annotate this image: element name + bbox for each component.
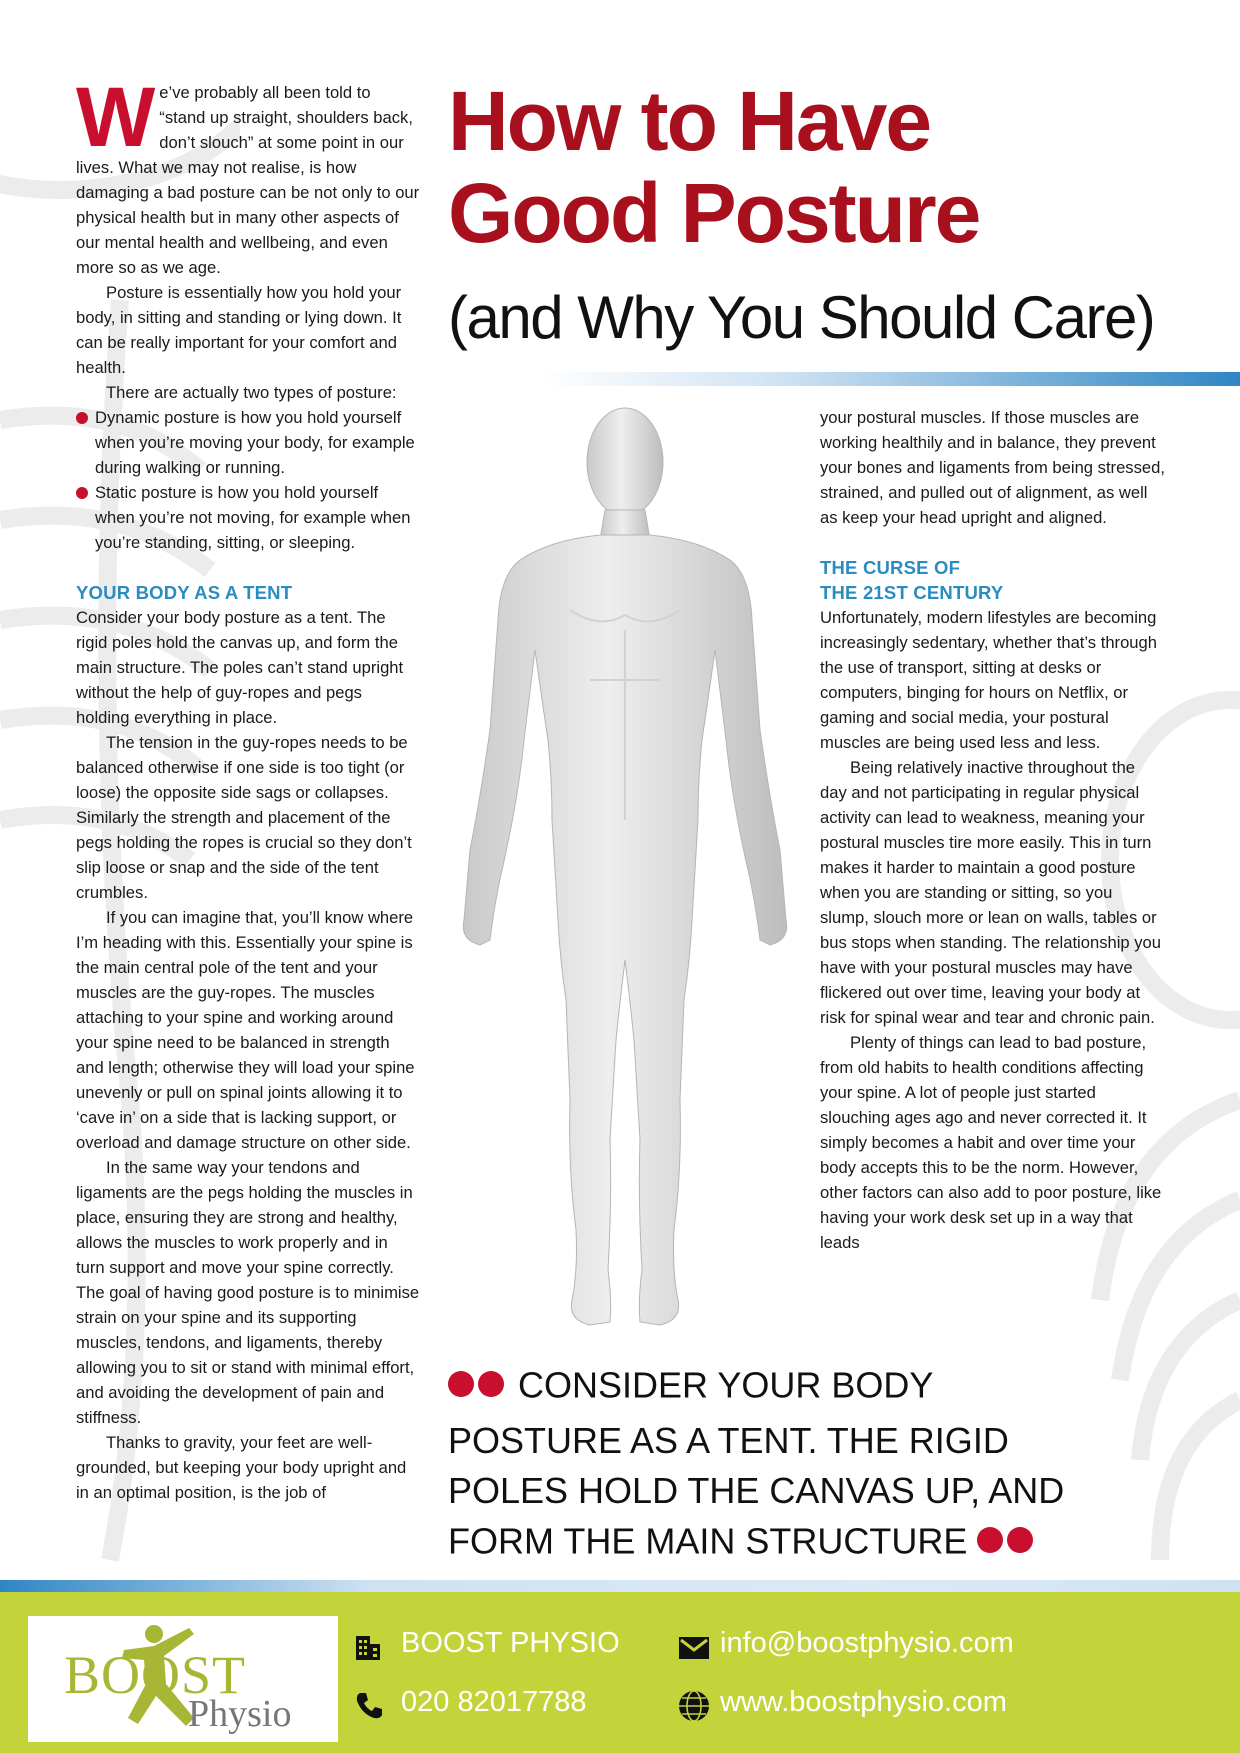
list-item: Dynamic posture is how you hold yourself when you’re moving your body, for example during walking or running. (76, 405, 420, 480)
left-column (76, 70, 420, 1505)
tent-paragraph-5: Thanks to gravity, your feet are well-grounded, but keeping your body upright and in an optimal position, is the job of (76, 1433, 407, 1502)
globe-icon (678, 1690, 710, 1722)
article-title-line1: How to Have (448, 74, 931, 168)
tent-paragraph-3: If you can imagine that, you’ll know where I’m heading with this. Essentially your spine is the main central pole of the tent and your muscles are the guy-ropes. The muscles attaching to your spine and working around your spine need to be balanced in strength and length; otherwise they will load your spine unevenly or pull on spinal joints allowing it to ‘cave in’ on a side that is lacking support, or overload and damage structure on other side. (76, 908, 415, 1152)
phone-number[interactable]: 020 82017788 (401, 1686, 587, 1718)
footer (0, 1592, 1240, 1753)
building-icon (354, 1632, 382, 1662)
human-body-illustration (440, 400, 810, 1340)
article-subtitle: (and Why You Should Care) (448, 284, 1155, 351)
footer-divider (0, 1580, 1240, 1592)
article-title-line2: Good Posture (448, 166, 980, 260)
drop-cap: W (76, 70, 156, 164)
pull-quote (448, 1360, 1088, 1572)
posture-types-intro: There are actually two types of posture: (106, 383, 397, 402)
list-item: Static posture is how you hold yourself when you’re not moving, for example when you’re standing, sitting, or sleeping. (76, 480, 420, 555)
website-link[interactable]: www.boostphysio.com (720, 1686, 1007, 1718)
curse-paragraph-2: Being relatively inactive throughout the day and not participating in regular physical activity can lead to weakness, meaning your postural muscles tire more easily. This in turn makes it harder to maintain a good posture when you are standing or sitting, so you slump, slouch more or lean on walls, tables or bus stops when standing. The relationship you have with your postural muscles may have flickered out over time, leaving your body at risk for spinal wear and tear and chronic pain. (820, 758, 1162, 1027)
right-column (820, 405, 1165, 1255)
logo-word-physio: Physio (188, 1693, 292, 1735)
section-heading-tent: YOUR BODY AS A TENT (76, 582, 293, 603)
posture-definition-paragraph: Posture is essentially how you hold your body, in sitting and standing or lying down. It can be really important for your comfort and health. (76, 283, 402, 377)
tent-paragraph-1: Consider your body posture as a tent. The rigid poles hold the canvas up, and form the main structure. The poles can’t stand upright without the help of guy-ropes and pegs holding everything in place. (76, 608, 404, 727)
curse-paragraph-1: Unfortunately, modern lifestyles are becoming increasingly sedentary, whether that’s through the use of transport, sitting at desks or computers, binging for hours on Netflix, or gaming and social media, your postural muscles are being used less and less. (820, 608, 1157, 752)
company-name: BOOST PHYSIO (401, 1627, 620, 1659)
intro-paragraph: e’ve probably all been told to “stand up straight, shoulders back, don’t slouch” at some point in our lives. What we may not realise, is how damaging a bad posture can be not only to our physical health but in many other aspects of our mental health and wellbeing, and even more so as we age. (76, 83, 420, 277)
section-heading-curse-2: THE 21ST CENTURY (820, 582, 1004, 603)
tent-paragraph-4: In the same way your tendons and ligaments are the pegs holding the muscles in place, ensuring they are strong and healthy, allows the muscles to work properly and in turn support and move your spine correctly. The goal of having good posture is to minimise strain on your spine and its supporting muscles, tendons, and ligaments, thereby allowing you to sit or stand with minimal effort, and avoiding the development of pain and stiffness. (76, 1158, 420, 1427)
email-link[interactable]: info@boostphysio.com (720, 1627, 1014, 1659)
title-divider (540, 372, 1240, 386)
phone-icon (354, 1690, 384, 1720)
logo-word-boost: BOOST (64, 1645, 247, 1705)
quote-dots-icon (448, 1360, 508, 1410)
quote-dots-icon (977, 1516, 1037, 1566)
boost-physio-logo[interactable] (28, 1616, 338, 1742)
pull-quote-text: CONSIDER YOUR BODY POSTURE AS A TENT. THE RIGID POLES HOLD THE CANVAS UP, AND FORM THE MAIN STRUCTURE (448, 1364, 1065, 1562)
curse-paragraph-3: Plenty of things can lead to bad posture, from old habits to health conditions affecting your spine. A lot of people just started slouching ages ago and never corrected it. It simply becomes a habit and over time your body accepts this to be the norm. However, other factors can also add to poor posture, like having your work desk set up in a way that leads (820, 1033, 1162, 1252)
envelope-icon (678, 1636, 710, 1660)
tent-paragraph-2: The tension in the guy-ropes needs to be balanced otherwise if one side is too tight (or loose) the opposite side sags or collapses. Similarly the strength and placement of the pegs holding the ropes is crucial so they don’t slip loose or snap and the side of the tent crumbles. (76, 733, 412, 902)
posture-types-list (76, 405, 420, 555)
section-heading-curse-1: THE CURSE OF (820, 557, 961, 578)
postural-muscles-paragraph: your postural muscles. If those muscles are working healthily and in balance, they prevent your bones and ligaments from being stressed, strained, and pulled out of alignment, as well as keep your head upright and aligned. (820, 408, 1165, 527)
